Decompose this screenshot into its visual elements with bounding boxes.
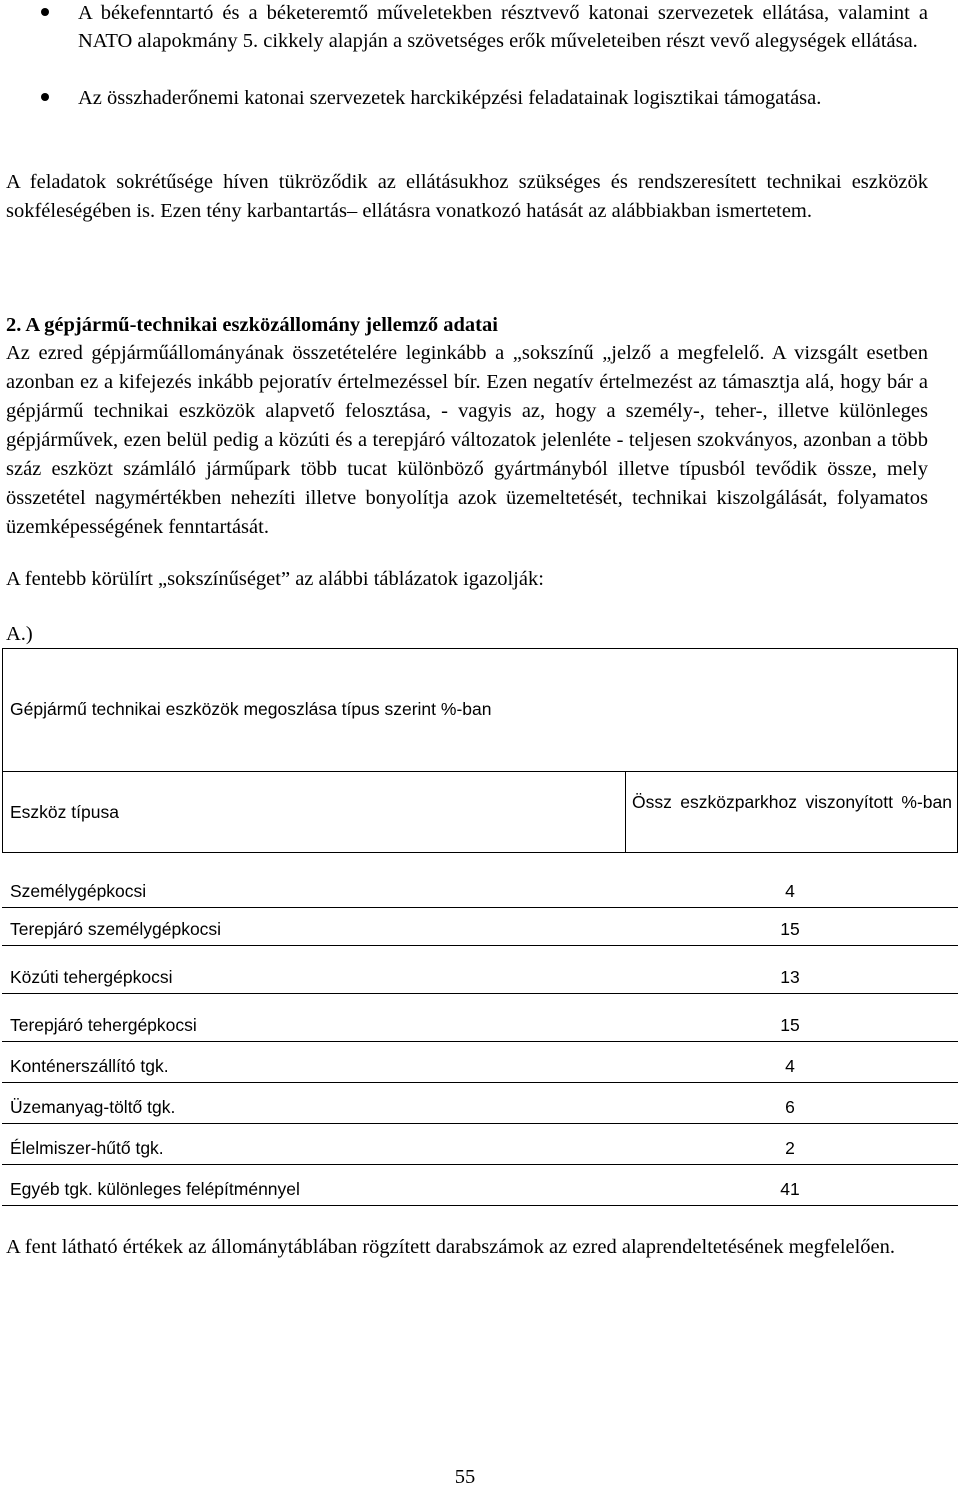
row-type: Egyéb tgk. különleges felépítménnyel bbox=[10, 1179, 300, 1199]
paragraph-body: Az ezred gépjárműállományának összetételére leginkább a „sokszínű „jelző a megfelelő. A vizsgált esetben azonban ez a kifejezés inkább pejoratív értelmezéssel bír. Ezen negatív értelmezést az támasztja alá, hogy bár a gépjármű technikai eszközök alapvető felosztása, - vagyis az, hogy a személy-, teher-, illetve különleges gépjárművek, ezen belül pedig a közúti és a terepjáró változatok jelenléte - teljesen szokványos, azonban a több száz eszközt számláló járműpark több tucat különböző gyártmányból illetve típusból tevődik össze, mely összetétel nagymértékben nehezíti illetve bonyolítja azok üzemeltetését, technikai kiszolgálását, folyamatos üzemképességének fenntartását. bbox=[6, 342, 928, 538]
bullet-item bbox=[78, 0, 928, 55]
row-value: 6 bbox=[785, 1097, 795, 1117]
row-divider bbox=[2, 1123, 958, 1124]
row-type: Üzemanyag-töltő tgk. bbox=[10, 1097, 176, 1117]
table-border-left bbox=[2, 648, 3, 772]
row-value: 15 bbox=[780, 919, 800, 939]
row-value: 41 bbox=[780, 1179, 800, 1199]
row-divider bbox=[2, 1205, 958, 1206]
row-type: Közúti tehergépkocsi bbox=[10, 967, 173, 987]
table-title: Gépjármű technikai eszközök megoszlása típus szerint %-ban bbox=[10, 699, 492, 719]
paragraph-closing: A fent látható értékek az állománytáblában rögzített darabszámok az ezred alaprendeltetésének megfelelően. bbox=[6, 1236, 896, 1258]
column-header-type: Eszköz típusa bbox=[10, 802, 119, 822]
bullet-item bbox=[78, 84, 928, 112]
row-value: 4 bbox=[785, 1056, 795, 1076]
row-type: Terepjáró személygépkocsi bbox=[10, 919, 222, 939]
table-border-right bbox=[957, 648, 958, 772]
bullet-icon bbox=[41, 93, 49, 101]
table-header-bottom bbox=[2, 852, 958, 853]
bullet-text: Az összhaderőnemi katonai szervezetek harckiképzési feladatainak logisztikai támogatása. bbox=[78, 87, 822, 109]
row-divider bbox=[2, 1164, 958, 1165]
row-divider bbox=[2, 993, 958, 994]
row-divider bbox=[2, 1082, 958, 1083]
bullet-icon bbox=[41, 8, 49, 16]
row-value: 2 bbox=[785, 1138, 795, 1158]
row-value: 4 bbox=[785, 881, 795, 901]
column-header-percent: Össz eszközparkhoz viszonyított %-ban bbox=[632, 792, 952, 812]
row-value: 13 bbox=[780, 967, 800, 987]
table-header-left bbox=[2, 771, 3, 853]
page-number: 55 bbox=[454, 1466, 476, 1488]
row-divider bbox=[2, 1041, 958, 1042]
row-type: Személygépkocsi bbox=[10, 881, 147, 901]
row-value: 15 bbox=[780, 1015, 800, 1035]
table-border-top bbox=[2, 648, 958, 649]
row-type: Élelmiszer-hűtő tgk. bbox=[10, 1138, 164, 1158]
bullet-text: A békefenntartó és a béketeremtő műveletekben résztvevő katonai szervezetek ellátása, valamint a NATO alapokmány 5. cikkely alapján a szövetséges erők műveleteiben részt vevő alegységek ellátása. bbox=[78, 2, 928, 52]
paragraph-table-intro: A fentebb körülírt „sokszínűséget” az alábbi táblázatok igazolják: bbox=[6, 568, 544, 590]
row-divider bbox=[2, 907, 958, 908]
paragraph-intro: A feladatok sokrétűsége híven tükröződik az ellátásukhoz szükséges és rendszeresített technikai eszközök sokféleségében is. Ezen tény karbantartás– ellátásra vonatkozó hatását az alábbiakban ismertetem. bbox=[6, 171, 928, 222]
table-label: A.) bbox=[6, 623, 33, 645]
section-heading: 2. A gépjármű-technikai eszközállomány jellemző adatai bbox=[6, 314, 498, 336]
table-header-right bbox=[957, 771, 958, 853]
table-header-top bbox=[2, 771, 958, 772]
row-type: Konténerszállító tgk. bbox=[10, 1056, 169, 1076]
table-header-divider bbox=[625, 771, 626, 853]
row-divider bbox=[2, 945, 958, 946]
row-type: Terepjáró tehergépkocsi bbox=[10, 1015, 197, 1035]
